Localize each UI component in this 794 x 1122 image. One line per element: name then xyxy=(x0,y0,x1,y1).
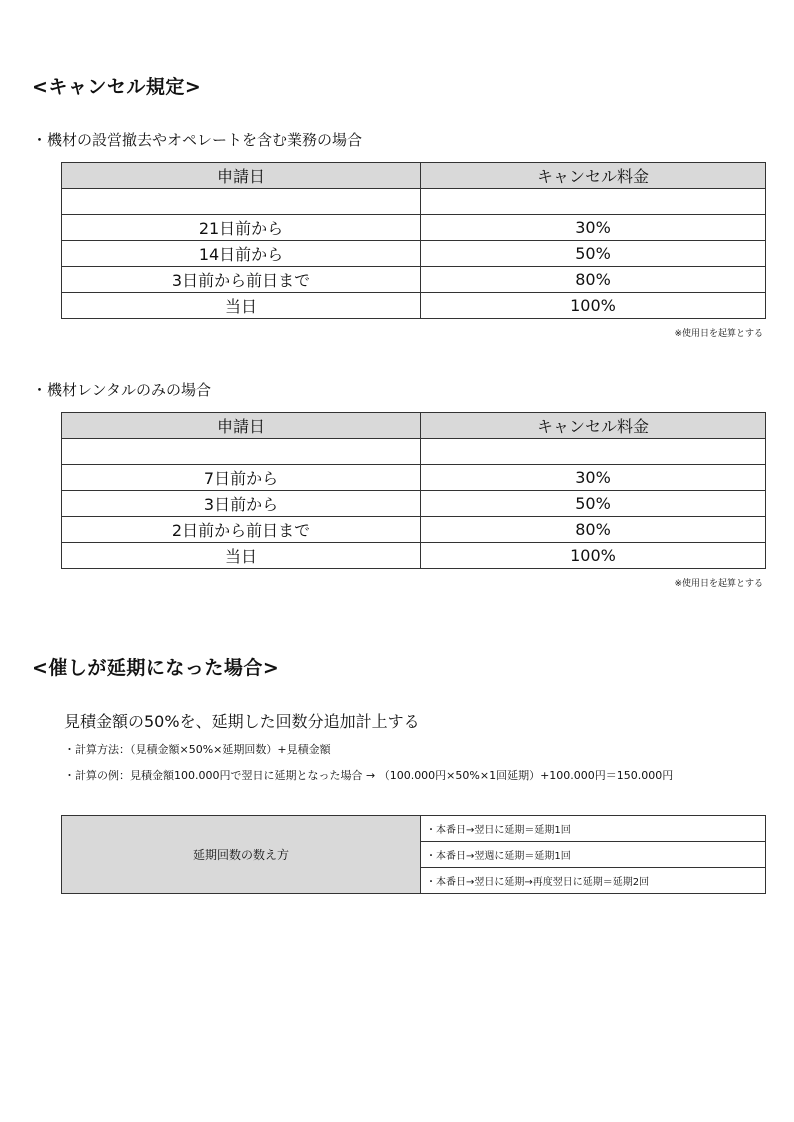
rental-subtitle: ・機材レンタルのみの場合 xyxy=(32,381,212,399)
cancel-fee-cell: 30% xyxy=(421,215,766,241)
cancel-policy-title: <キャンセル規定> xyxy=(32,76,202,98)
cancel-fee-cell: 100% xyxy=(421,293,766,319)
cancel-fee-cell: 80% xyxy=(421,517,766,543)
table-row xyxy=(62,816,766,842)
apply-date-cell: 3日前から前日まで xyxy=(62,267,421,293)
postpone-count-table xyxy=(61,815,766,894)
cancel-fee-cell: 50% xyxy=(421,241,766,267)
header-cancel-fee: キャンセル料金 xyxy=(421,413,766,439)
calc-example: ・計算の例：見積金額100.000円で翌日に延期となった場合 → （100.000円×50%×1回延期）+100.000円＝150.000円 xyxy=(64,769,674,782)
rental-cancel-table xyxy=(61,412,766,569)
apply-date-cell: 3日前から xyxy=(62,491,421,517)
operation-subtitle: ・機材の設営撤去やオペレートを含む業務の場合 xyxy=(32,131,363,149)
table-row xyxy=(62,517,766,543)
table-row xyxy=(62,491,766,517)
apply-date-cell: 14日前から xyxy=(62,241,421,267)
cancel-fee-cell: 50% xyxy=(421,491,766,517)
table-row xyxy=(62,439,766,465)
postpone-lead: 見積金額の50%を、延期した回数分追加計上する xyxy=(64,712,420,731)
apply-date-cell: 7日前から xyxy=(62,465,421,491)
header-apply-date: 申請日 xyxy=(62,163,421,189)
table-row xyxy=(62,293,766,319)
cancel-fee-cell: 30% xyxy=(421,465,766,491)
count-label-cell: 延期回数の数え方 xyxy=(62,816,421,894)
cancel-fee-cell xyxy=(421,439,766,465)
cancel-fee-cell: 100% xyxy=(421,543,766,569)
operation-cancel-table xyxy=(61,162,766,319)
count-item-cell: ・本番日→翌週に延期＝延期1回 xyxy=(421,842,766,868)
header-apply-date: 申請日 xyxy=(62,413,421,439)
apply-date-cell xyxy=(62,439,421,465)
cancel-fee-cell xyxy=(421,189,766,215)
apply-date-cell: 当日 xyxy=(62,543,421,569)
postpone-title: <催しが延期になった場合> xyxy=(32,657,280,679)
rental-note: ※使用日を起算とする xyxy=(674,579,763,589)
table-row xyxy=(62,215,766,241)
count-item-cell: ・本番日→翌日に延期→再度翌日に延期＝延期2回 xyxy=(421,868,766,894)
table-row xyxy=(62,543,766,569)
apply-date-cell xyxy=(62,189,421,215)
table-row xyxy=(62,267,766,293)
table-row xyxy=(62,189,766,215)
count-item-cell: ・本番日→翌日に延期＝延期1回 xyxy=(421,816,766,842)
operation-note: ※使用日を起算とする xyxy=(674,329,763,339)
table-row xyxy=(62,465,766,491)
apply-date-cell: 当日 xyxy=(62,293,421,319)
calc-method: ・計算方法：（見積金額×50%×延期回数）+見積金額 xyxy=(64,743,331,756)
table-row xyxy=(62,241,766,267)
cancel-fee-cell: 80% xyxy=(421,267,766,293)
header-cancel-fee: キャンセル料金 xyxy=(421,163,766,189)
table-header-row xyxy=(62,413,766,439)
apply-date-cell: 2日前から前日まで xyxy=(62,517,421,543)
table-header-row xyxy=(62,163,766,189)
apply-date-cell: 21日前から xyxy=(62,215,421,241)
